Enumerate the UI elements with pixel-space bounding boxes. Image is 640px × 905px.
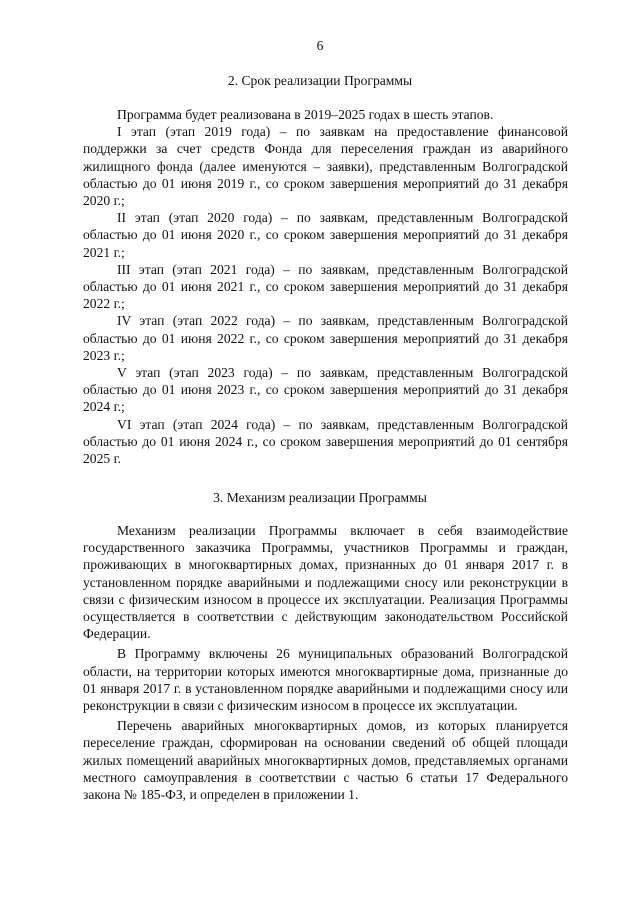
paragraph: II этап (этап 2020 года) – по заявкам, представленным Волгоградской областью до 01 июня 2020 г., со сроком завершения мероприятий до 31 декабря 2021 г.; (83, 210, 568, 260)
paragraph: I этап (этап 2019 года) – по заявкам на предоставление финансовой поддержки за счет средств Фонда для переселения граждан из аварийного жилищного фонда (далее именуются – заявки), представленным Волгоградской областью до 01 июня 2019 г., со сроком завершения мероприятий до 31 декабря 2020 г.; (83, 124, 568, 209)
section-heading-mechanism: 3. Механизм реализации Программы (213, 490, 427, 505)
section-body-term (83, 106, 568, 467)
paragraph: V этап (этап 2023 года) – по заявкам, представленным Волгоградской областью до 01 июня 2023 г., со сроком завершения мероприятий до 31 декабря 2024 г.; (83, 365, 568, 415)
page-number: 6 (316, 38, 324, 53)
paragraph: В Программу включены 26 муниципальных образований Волгоградской области, на территории которых имеются многоквартирные дома, признанные до 01 января 2017 г. в установленном порядке аварийными и подлежащими сносу или реконструкции в связи с физическим износом в процессе их эксплуатации. (83, 646, 568, 714)
paragraph: VI этап (этап 2024 года) – по заявкам, представленным Волгоградской областью до 01 июня 2024 г., со сроком завершения мероприятий до 01 сентября 2025 г. (83, 416, 568, 467)
section-heading-term: 2. Срок реализации Программы (227, 73, 413, 88)
paragraph: IV этап (этап 2022 года) – по заявкам, представленным Волгоградской областью до 01 июня 2022 г., со сроком завершения мероприятий до 31 декабря 2023 г.; (83, 313, 568, 363)
paragraph: Программа будет реализована в 2019–2025 годах в шесть этапов. (117, 107, 494, 122)
section-body-mechanism (83, 522, 568, 803)
paragraph: Перечень аварийных многоквартирных домов, из которых планируется переселение граждан, сформирован на основании сведений об общей площади жилых помещений аварийных многоквартирных домов, представляемых органами местного самоуправления в соответствии с частью 6 статьи 17 Федерального закона № 185-ФЗ, и определен в приложении 1. (83, 718, 568, 803)
paragraph: III этап (этап 2021 года) – по заявкам, представленным Волгоградской областью до 01 июня 2021 г., со сроком завершения мероприятий до 31 декабря 2022 г.; (83, 261, 568, 312)
paragraph: Механизм реализации Программы включает в себя взаимодействие государственного заказчика Программы, участников Программы и граждан, проживающих в многоквартирных домах, признанных до 01 января 2017 г. в установленном порядке аварийными и подлежащими сносу или реконструкции в связи с физическим износом в процессе их эксплуатации. Реализация Программы осуществляется в соответствии с действующим законодательством Российской Федерации. (83, 523, 568, 642)
